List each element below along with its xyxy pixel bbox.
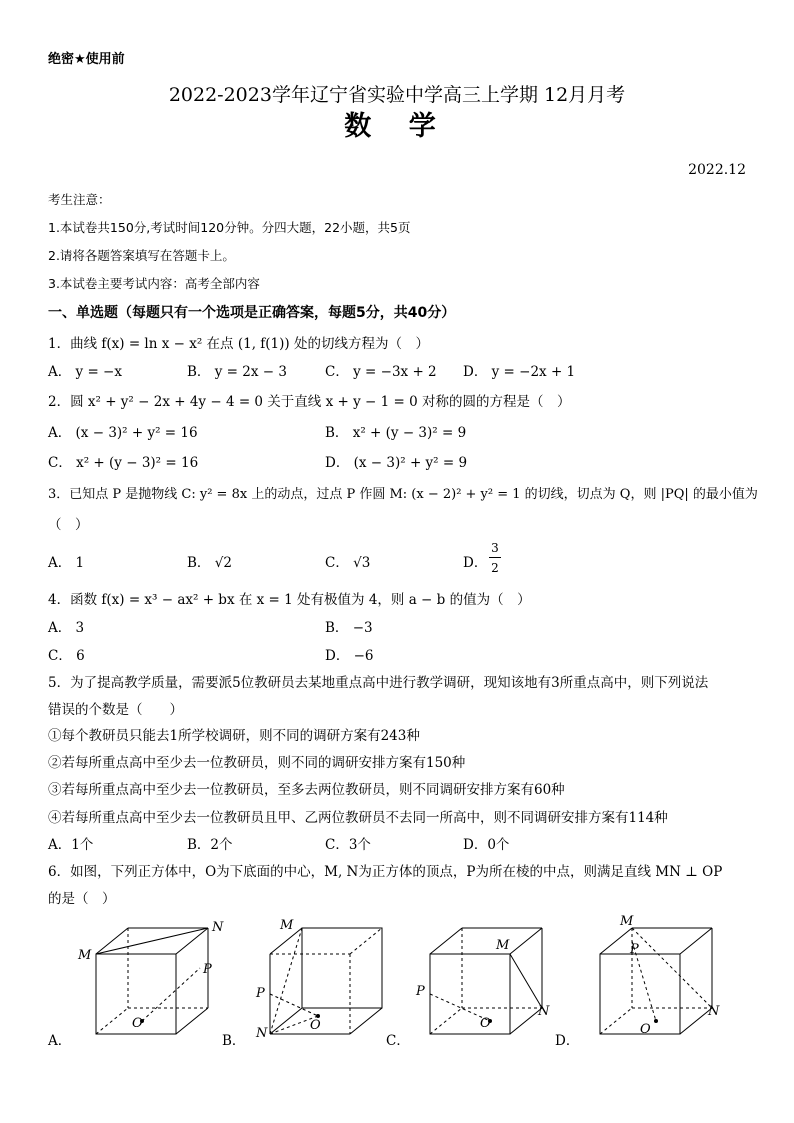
exam-title: 2022-2023学年辽宁省实验中学高三上学期 12月月考 (168, 84, 626, 106)
q5-option-d: D．0个 (463, 837, 510, 853)
q4-option-d: D． −6 (325, 648, 374, 664)
q5-option-c: C．3个 (325, 837, 371, 853)
q5-option-b: B．2个 (187, 837, 233, 853)
q1-option-c: C． y = −3x + 2 (325, 364, 437, 380)
q3-option-c: C． √3 (325, 555, 371, 571)
cube-b-label-n: N (256, 1026, 268, 1041)
cube-d-o-point (654, 1019, 658, 1023)
note-item-3: 3.本试卷主要考试内容：高考全部内容 (48, 276, 260, 291)
cube-b-label-m: M (280, 918, 294, 933)
q1-option-a: A． y = −x (48, 364, 122, 380)
question-2-stem: 2．圆 x² + y² − 2x + 4y − 4 = 0 关于直线 x + y − 1 = 0 对称的圆的方程是（ ） (48, 394, 571, 410)
question-3-stem: 3．已知点 P 是抛物线 C: y² = 8x 上的动点，过点 P 作圆 M: (x − 2)² + y² = 1 的切线，切点为 Q，则 |PQ| 的最小值为 (48, 487, 758, 502)
q5-statement-3: ③若每所重点高中至少去一位教研员，至多去两位教研员，则不同调研安排方案有60种 (48, 782, 565, 798)
cube-a-label-o: O (132, 1016, 143, 1031)
q3-d-numerator: 3 (491, 541, 499, 555)
cube-d-label-p: P (630, 942, 639, 957)
cube-c-label-o: O (480, 1016, 491, 1031)
cube-a-label-p: P (203, 962, 212, 977)
cube-a-label-n: N (212, 920, 224, 935)
secret-label: 绝密★使用前 (48, 52, 125, 67)
cube-d-label-m: M (620, 914, 634, 929)
notes-heading: 考生注意： (48, 192, 111, 207)
q4-option-b: B． −3 (325, 620, 373, 636)
cube-figure-b (246, 912, 386, 1042)
q3-d-denominator: 2 (491, 561, 499, 575)
cube-b-front-face (302, 928, 382, 1008)
q3-d-fraction-bar (489, 557, 501, 558)
cube-c-mn-line (510, 954, 542, 1008)
exam-date: 2022.12 (688, 162, 746, 178)
note-item-1: 1.本试卷共150分,考试时间120分钟。分四大题，22小题，共5页 (48, 220, 411, 235)
cube-figure-d (580, 912, 730, 1042)
cube-c-label-m: M (496, 938, 510, 953)
q5-statement-2: ②若每所重点高中至少去一位教研员，则不同的调研安排方案有150种 (48, 755, 466, 771)
q1-option-d: D． y = −2x + 1 (463, 364, 576, 380)
q2-option-a: A． (x − 3)² + y² = 16 (48, 425, 198, 441)
question-4-stem: 4．函数 f(x) = x³ − ax² + bx 在 x = 1 处有极值为 4，则 a − b 的值为（ ） (48, 592, 531, 608)
question-5-stem: 5．为了提高教学质量，需要派5位教研员去某地重点高中进行教学调研，现知该地有3所重点高中，则下列说法 (48, 675, 709, 691)
q2-option-c: C． x² + (y − 3)² = 16 (48, 455, 199, 471)
cube-c-label-n: N (538, 1004, 550, 1019)
q3-option-d: D． (463, 555, 488, 571)
q2-option-d: D． (x − 3)² + y² = 9 (325, 455, 468, 471)
question-3-stem-cont: （ ） (48, 517, 89, 533)
note-item-2: 2.请将各题答案填写在答题卡上。 (48, 248, 235, 263)
cube-figure-a (76, 918, 226, 1048)
cube-figure-c (414, 918, 564, 1048)
question-6-stem: 6．如图，下列正方体中，O为下底面的中心，M, N为正方体的顶点，P为所在棱的中点，则满足直线 MN ⊥ OP (48, 864, 723, 880)
question-5-stem-cont: 错误的个数是（ ） (48, 702, 183, 718)
q6-option-b-letter: B． (222, 1033, 246, 1049)
section-heading: 一、单选题（每题只有一个选项是正确答案，每题5分，共40分） (48, 305, 456, 321)
cube-b-label-o: O (310, 1018, 321, 1033)
q5-statement-1: ①每个教研员只能去1所学校调研，则不同的调研方案有243种 (48, 728, 420, 744)
q4-option-c: C． 6 (48, 648, 85, 664)
cube-b-label-p: P (256, 986, 265, 1001)
q3-option-b: B． √2 (187, 555, 232, 571)
q1-option-b: B． y = 2x − 3 (187, 364, 287, 380)
question-6-stem-cont: 的是（ ） (48, 891, 116, 907)
q6-option-a-letter: A． (48, 1033, 72, 1049)
q2-option-b: B． x² + (y − 3)² = 9 (325, 425, 467, 441)
subject-title: 数 学 (344, 111, 450, 142)
q3-option-a: A． 1 (48, 555, 85, 571)
cube-c-label-p: P (416, 984, 425, 999)
q4-option-a: A． 3 (48, 620, 85, 636)
cube-d-label-n: N (708, 1004, 720, 1019)
cube-a-label-m: M (78, 948, 92, 963)
cube-c-front-face (430, 954, 510, 1034)
q5-statement-4: ④若每所重点高中至少去一位教研员且甲、乙两位教研员不去同一所高中，则不同调研安排方案有114种 (48, 810, 668, 826)
q6-option-d-letter: D． (555, 1033, 580, 1049)
q6-option-c-letter: C． (386, 1033, 410, 1049)
question-1-stem: 1．曲线 f(x) = ln x − x² 在点 (1, f(1)) 处的切线方程为（ ） (48, 336, 429, 352)
q5-option-a: A．1个 (48, 837, 94, 853)
cube-a-mn-line (96, 928, 208, 954)
cube-d-label-o: O (640, 1022, 651, 1037)
